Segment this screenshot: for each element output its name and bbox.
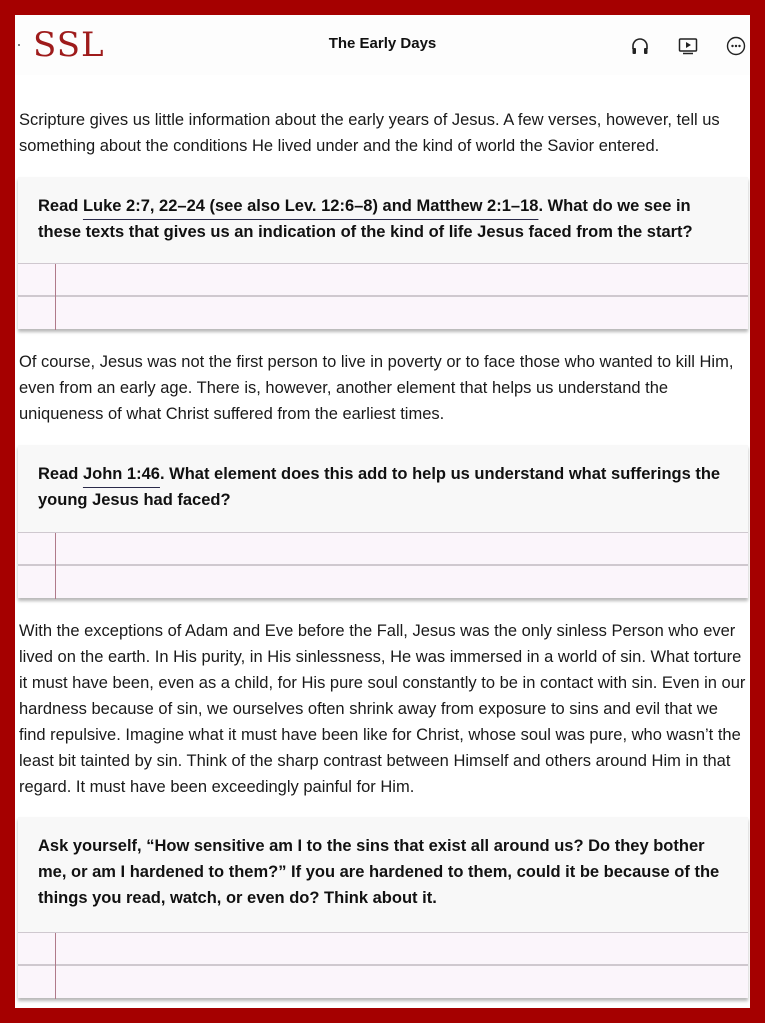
scripture-link[interactable]: John 1:46 <box>82 465 160 483</box>
question-card-3 <box>18 817 748 998</box>
more-options-icon[interactable] <box>725 35 747 57</box>
question-suffix: . What do we see in these texts that gives us an indication of the kind of life Jesus faced from the start? <box>38 197 693 241</box>
margin-line <box>55 533 56 599</box>
top-bar <box>15 15 750 75</box>
ruled-line <box>18 564 748 566</box>
question-card-1 <box>18 177 748 329</box>
question-text-3: Ask yourself, “How sensitive am I to the sins that exist all around us? Do they bother me, or am I hardened to them?” If you are hardened to them, could it be because of the things you read, watch, or even do? Think about it. <box>38 837 720 907</box>
answer-field-2[interactable] <box>18 532 748 598</box>
question-text-1 <box>18 177 748 245</box>
question-prefix: Read <box>38 197 83 215</box>
app-window <box>15 15 750 1008</box>
question-suffix: . What element does this add to help us understand what sufferings the young Jesus had faced? <box>38 465 721 509</box>
margin-line <box>55 264 56 330</box>
page-title: The Early Days <box>328 35 437 52</box>
paragraph-2: Of course, Jesus was not the first person to live in poverty or to face those who wanted to kill Him, even from an early age. There is, however, another element that helps us understand the uniqueness of what Christ suffered from the earliest times. <box>19 353 734 423</box>
answer-field-3[interactable] <box>18 932 748 998</box>
headphones-icon[interactable] <box>629 35 651 57</box>
paragraph-3: With the exceptions of Adam and Eve before the Fall, Jesus was the only sinless Person who ever lived on the earth. In His purity, in His sinlessness, He was immersed in a world of sin. What torture it must have been, even as a child, for His pure soul constantly to be in contact with sin. Even in our hardness because of sin, we ourselves often shrink away from exposure to sins and evil that we find repulsive. Imagine what it must have been like for Christ, whose soul was pure, who wasn’t the least bit tainted by sin. Think of the sharp contrast between Himself and others around Him in that regard. It must have been exceedingly painful for Him. <box>19 622 746 796</box>
answer-field-1[interactable] <box>18 263 748 329</box>
scripture-link[interactable]: Luke 2:7, 22–24 (see also Lev. 12:6–8) and Matthew 2:1–18 <box>82 197 539 215</box>
question-prefix: Read <box>38 465 83 483</box>
question-text-2 <box>18 445 748 513</box>
paragraph-intro: Scripture gives us little information about the early years of Jesus. A few verses, however, tell us something about the conditions He lived under and the kind of world the Savior entered. <box>19 111 720 155</box>
question-card-2 <box>18 445 748 598</box>
ruled-line <box>18 964 748 966</box>
ssl-logo[interactable]: SSL <box>33 25 105 65</box>
margin-line <box>55 933 56 999</box>
ruled-line <box>18 295 748 297</box>
video-play-icon[interactable] <box>677 35 699 57</box>
